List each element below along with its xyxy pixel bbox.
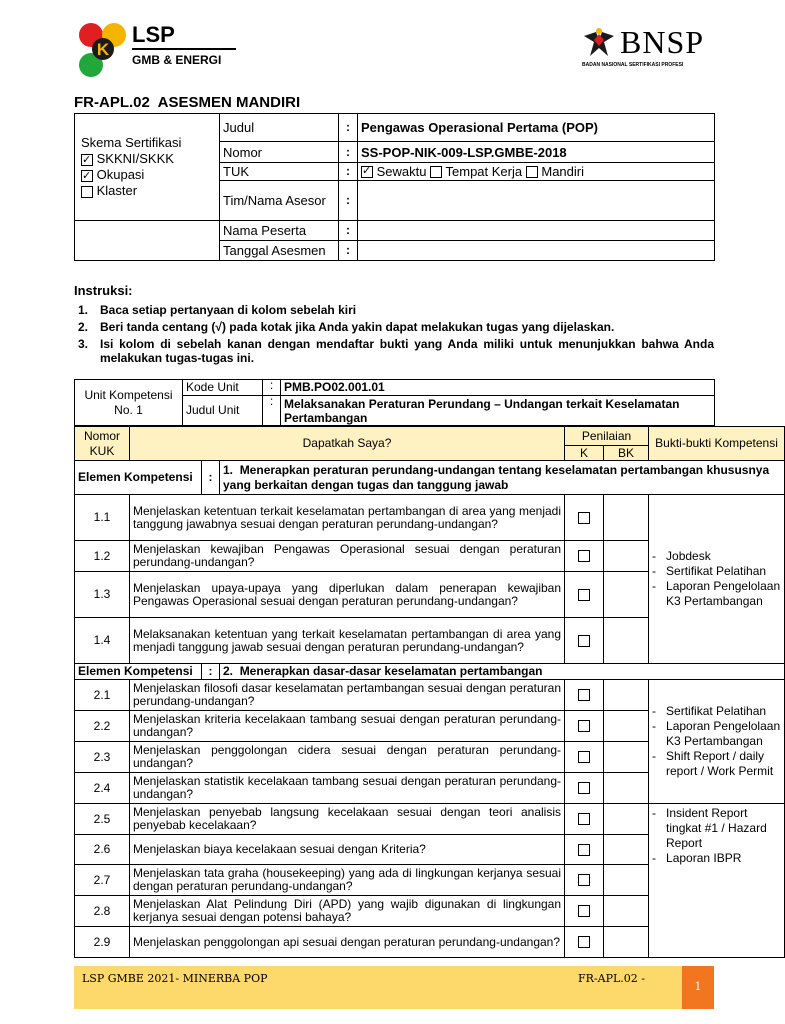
k-cell: [565, 865, 604, 896]
k-header: K: [565, 446, 604, 461]
k-cell: [565, 618, 604, 664]
instructions-title: Instruksi:: [74, 283, 133, 298]
instruction-num: 1.: [78, 303, 89, 317]
bk-cell: [604, 773, 649, 804]
nomor-value: SS-POP-NIK-009-LSP.GMBE-2018: [358, 142, 715, 163]
tuk-options: [358, 163, 715, 181]
nomor-key: Nomor: [220, 142, 339, 163]
garuda-icon: [582, 26, 616, 60]
k-checkbox[interactable]: [578, 813, 590, 825]
kuk-text: Menjelaskan statistik kecelakaan tambang sesuai dengan peraturan perundang-undangan?: [130, 773, 565, 804]
footer-left: LSP GMBE 2021- MINERBA POP: [82, 972, 268, 985]
footer-right: FR-APL.02 -: [578, 972, 645, 985]
bukti-header: Bukti-bukti Kompetensi: [649, 427, 785, 461]
colon: :: [339, 181, 358, 221]
instruction-num: 3.: [78, 337, 89, 351]
kuk-text: Menjelaskan biaya kecelakaan sesuai dengan Kriteria?: [130, 835, 565, 865]
colon: :: [339, 241, 358, 261]
bukti-item: - Laporan IBPR: [652, 851, 781, 866]
k-checkbox[interactable]: [578, 589, 590, 601]
k-cell: [565, 804, 604, 835]
bukti-item: - Jobdesk: [652, 549, 781, 564]
bk-cell: [604, 896, 649, 927]
bk-cell: [604, 742, 649, 773]
k-cell: [565, 572, 604, 618]
okupasi-checkbox[interactable]: [81, 170, 93, 182]
tempat-kerja-checkbox[interactable]: [430, 166, 442, 178]
tanggal-field[interactable]: [358, 241, 715, 261]
kuk-text: Menjelaskan Alat Pelindung Diri (APD) yang wajib digunakan di lingkungan kerjanya sesuai dengan potensi bahaya?: [130, 896, 565, 927]
penilaian-header: Penilaian: [565, 427, 649, 446]
bk-cell: [604, 927, 649, 958]
k-checkbox[interactable]: [578, 936, 590, 948]
judul-key: Judul: [220, 114, 339, 142]
elemen-1-text: Menerapkan peraturan perundang-undangan tentang keselamatan pertambangan khususnya yang berkaitan dengan tugas dan tanggung jawab: [223, 462, 770, 492]
elemen-2-num: 2.: [223, 664, 234, 678]
page-title: FR-APL.02 ASESMEN MANDIRI: [74, 94, 301, 111]
k-checkbox[interactable]: [578, 905, 590, 917]
lsp-logo-icon: [74, 20, 134, 80]
instruction-num: 2.: [78, 320, 89, 334]
kuk-text: Menjelaskan penggolongan cidera sesuai dengan peraturan perundang-undangan?: [130, 742, 565, 773]
kuk-table: [74, 426, 785, 958]
klaster-checkbox[interactable]: [81, 186, 93, 198]
k-checkbox[interactable]: [578, 689, 590, 701]
tanggal-key: Tanggal Asesmen: [220, 241, 339, 261]
judul-value: Pengawas Operasional Pertama (POP): [358, 114, 715, 142]
kuk-text: Menjelaskan penggolongan api sesuai dengan peraturan perundang-undangan?: [130, 927, 565, 958]
lsp-logo-rule: [132, 48, 236, 50]
dapatkah-header: Dapatkah Saya?: [130, 427, 565, 461]
k-cell: [565, 927, 604, 958]
colon: :: [339, 221, 358, 241]
kuk-num: 1.2: [75, 541, 130, 572]
sewaktu-label: Sewaktu: [376, 163, 427, 179]
elemen-label: Elemen Kompetensi: [75, 461, 202, 495]
kuk-num: 2.4: [75, 773, 130, 804]
instructions-list: [78, 303, 714, 365]
asesor-field[interactable]: [358, 181, 715, 221]
bk-cell: [604, 572, 649, 618]
bukti-item: - Sertifikat Pelatihan: [652, 704, 781, 719]
colon: :: [263, 396, 281, 426]
bk-cell: [604, 835, 649, 865]
colon: :: [339, 142, 358, 163]
schema-table: [74, 113, 715, 261]
k-checkbox[interactable]: [578, 550, 590, 562]
kuk-num: 2.2: [75, 711, 130, 742]
skkni-label: SKKNI/SKKK: [96, 151, 174, 166]
bukti-cell-2a: [649, 680, 785, 804]
kuk-text: Menjelaskan tata graha (housekeeping) yang ada di lingkungan kerjanya sesuai dengan peraturan perundang-undangan?: [130, 865, 565, 896]
bk-header: BK: [604, 446, 649, 461]
k-cell: [565, 773, 604, 804]
colon: :: [339, 114, 358, 142]
kuk-text: Menjelaskan kriteria kecelakaan tambang sesuai dengan peraturan perundang-undangan?: [130, 711, 565, 742]
k-checkbox[interactable]: [578, 874, 590, 886]
bukti-item: - Insident Report tingkat #1 / Hazard Report: [652, 806, 781, 851]
schema-label: Skema Sertifikasi: [81, 135, 182, 150]
mandiri-checkbox[interactable]: [526, 166, 538, 178]
lsp-logo-subtitle: GMB & ENERGI: [132, 53, 222, 67]
kuk-num: 1.1: [75, 495, 130, 541]
klaster-label: Klaster: [96, 183, 138, 198]
okupasi-label: Okupasi: [96, 167, 145, 182]
kuk-num: 2.8: [75, 896, 130, 927]
bukti-cell-2b: [649, 804, 785, 958]
peserta-key: Nama Peserta: [220, 221, 339, 241]
kuk-num: 2.9: [75, 927, 130, 958]
bk-cell: [604, 804, 649, 835]
bukti-item: - Laporan Pengelolaan K3 Pertambangan: [652, 719, 781, 749]
bk-cell: [604, 495, 649, 541]
bk-cell: [604, 865, 649, 896]
elemen-2: [220, 664, 785, 680]
bnsp-logo: [582, 24, 716, 74]
tempat-kerja-label: Tempat Kerja: [445, 163, 523, 179]
judul-unit-label: Judul Unit: [183, 396, 263, 426]
bk-cell: [604, 711, 649, 742]
k-checkbox[interactable]: [578, 512, 590, 524]
mandiri-label: Mandiri: [541, 163, 584, 179]
k-checkbox[interactable]: [578, 751, 590, 763]
instruction-item: [78, 337, 714, 365]
judul-unit-value: Melaksanakan Peraturan Perundang – Undangan terkait Keselamatan Pertambangan: [281, 396, 715, 426]
colon: :: [339, 163, 358, 181]
k-cell: [565, 896, 604, 927]
kuk-text: Melaksanakan ketentuan yang terkait keselamatan pertambangan di area yang menjadi tanggung jawab sesuai dengan peraturan perundang-undangan?: [130, 618, 565, 664]
bk-cell: [604, 541, 649, 572]
k-checkbox[interactable]: [578, 635, 590, 647]
schema-filler: [75, 221, 220, 241]
instruction-text: Baca setiap pertanyaan di kolom sebelah kiri: [100, 303, 357, 317]
schema-cell: [75, 114, 220, 221]
peserta-field[interactable]: [358, 221, 715, 241]
instruction-item: [78, 320, 714, 334]
colon: :: [202, 461, 220, 495]
k-cell: [565, 680, 604, 711]
kode-unit-value: PMB.PO02.001.01: [281, 380, 715, 396]
bukti-item: - Sertifikat Pelatihan: [652, 564, 781, 579]
elemen-1-num: 1.: [223, 462, 234, 477]
bukti-item: - Laporan Pengelolaan K3 Pertambangan: [652, 579, 781, 609]
k-checkbox[interactable]: [578, 720, 590, 732]
lsp-logo: [74, 20, 244, 80]
k-cell: [565, 711, 604, 742]
colon: :: [202, 664, 220, 680]
kuk-num: 2.5: [75, 804, 130, 835]
lsp-logo-letter: K: [96, 40, 110, 59]
schema-filler: [75, 241, 220, 261]
kuk-text: Menjelaskan ketentuan terkait keselamatan pertambangan di area yang menjadi tanggung jawabnya sesuai dengan peraturan perundang-undangan?: [130, 495, 565, 541]
kuk-text: Menjelaskan kewajiban Pengawas Operasional sesuai dengan peraturan perundang-undangan?: [130, 541, 565, 572]
kuk-num: 2.3: [75, 742, 130, 773]
unit-label: Unit Kompetensi No. 1: [75, 380, 183, 426]
k-cell: [565, 742, 604, 773]
nomor-kuk-header: Nomor KUK: [75, 427, 130, 461]
colon: :: [263, 380, 281, 396]
k-cell: [565, 835, 604, 865]
bukti-item: - Shift Report / daily report / Work Permit: [652, 749, 781, 779]
k-checkbox[interactable]: [578, 782, 590, 794]
kuk-text: Menjelaskan penyebab langsung kecelakaan sesuai dengan teori analisis penyebab kecelakaan?: [130, 804, 565, 835]
tuk-key: TUK: [220, 163, 339, 181]
elemen-label: Elemen Kompetensi: [75, 664, 202, 680]
kode-unit-label: Kode Unit: [183, 380, 263, 396]
bk-cell: [604, 680, 649, 711]
kuk-num: 1.4: [75, 618, 130, 664]
instruction-text: Isi kolom di sebelah kanan dengan mendaftar bukti yang Anda miliki untuk menunjukkan bahwa Anda melakukan tugas-tugas ini.: [100, 337, 714, 365]
asesor-key: Tim/Nama Asesor: [220, 181, 339, 221]
bnsp-title: BNSP: [620, 24, 705, 60]
unit-table: [74, 379, 715, 426]
lsp-logo-title: LSP: [132, 22, 175, 47]
page-number: 1: [694, 980, 702, 993]
instruction-text: Beri tanda centang (√) pada kotak jika Anda yakin dapat melakukan tugas yang dijelaskan.: [100, 320, 615, 334]
bnsp-subtitle: BADAN NASIONAL SERTIFIKASI PROFESI: [582, 62, 684, 68]
k-cell: [565, 541, 604, 572]
kuk-num: 2.6: [75, 835, 130, 865]
bukti-cell-1: [649, 495, 785, 664]
kuk-num: 1.3: [75, 572, 130, 618]
kuk-num: 2.7: [75, 865, 130, 896]
sewaktu-checkbox[interactable]: [361, 166, 373, 178]
k-checkbox[interactable]: [578, 844, 590, 856]
skkni-checkbox[interactable]: [81, 154, 93, 166]
k-cell: [565, 495, 604, 541]
instruction-item: [78, 303, 714, 317]
elemen-1: [220, 461, 785, 495]
kuk-num: 2.1: [75, 680, 130, 711]
elemen-2-text: Menerapkan dasar-dasar keselamatan pertambangan: [239, 664, 543, 678]
kuk-text: Menjelaskan filosofi dasar keselamatan pertambangan sesuai dengan peraturan perundang-undangan?: [130, 680, 565, 711]
bk-cell: [604, 618, 649, 664]
kuk-text: Menjelaskan upaya-upaya yang diperlukan dalam penerapan kewajiban Pengawas Operasional sesuai dengan peraturan perundang-undangan?: [130, 572, 565, 618]
